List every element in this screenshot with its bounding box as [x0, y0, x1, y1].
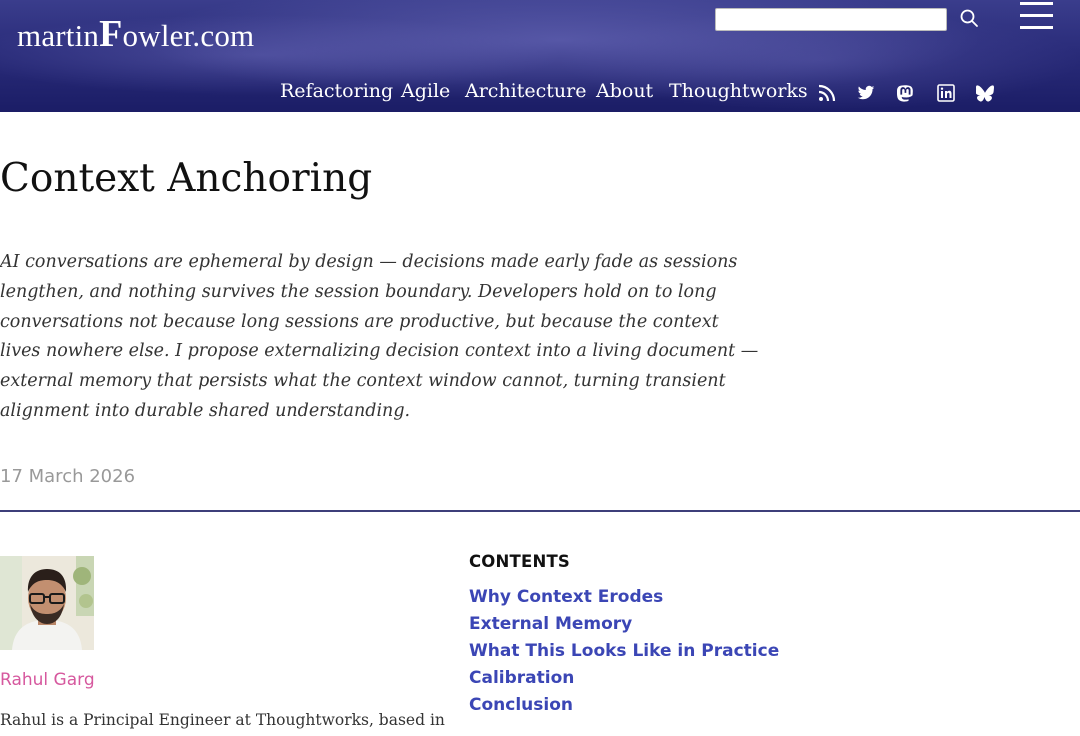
site-logo[interactable] — [17, 12, 254, 56]
author-bio: Rahul is a Principal Engineer at Thoughtworks, based in — [0, 711, 445, 729]
toc-item — [469, 641, 779, 668]
page-title: Context Anchoring — [0, 156, 373, 201]
author-name-link[interactable]: Rahul Garg — [0, 670, 95, 690]
rss-icon[interactable] — [818, 84, 836, 102]
twitter-icon[interactable] — [857, 84, 875, 102]
table-of-contents — [469, 587, 779, 722]
search-icon[interactable] — [959, 8, 979, 28]
mastodon-icon[interactable] — [897, 84, 915, 102]
toc-item — [469, 668, 779, 695]
toc-link-conclusion[interactable]: Conclusion — [469, 695, 573, 715]
author-avatar[interactable] — [0, 556, 94, 650]
publication-date: 17 March 2026 — [0, 466, 136, 487]
nav-refactoring[interactable]: Refactoring — [280, 80, 394, 102]
logo-suffix: owler.com — [122, 18, 255, 53]
toc-item — [469, 695, 779, 722]
site-header — [0, 0, 1080, 112]
toc-link-external-memory[interactable]: External Memory — [469, 614, 633, 634]
section-divider — [0, 510, 1080, 512]
contents-heading: CONTENTS — [469, 552, 571, 571]
toc-link-calibration[interactable]: Calibration — [469, 668, 575, 688]
nav-thoughtworks[interactable]: Thoughtworks — [669, 80, 808, 102]
nav-agile[interactable]: Agile — [401, 80, 451, 102]
logo-big-letter: F — [99, 13, 123, 55]
logo-prefix: martin — [17, 18, 100, 53]
hamburger-menu-icon[interactable] — [1020, 2, 1054, 32]
toc-item — [469, 614, 779, 641]
search-input[interactable] — [715, 8, 947, 31]
toc-item — [469, 587, 779, 614]
toc-link-in-practice[interactable]: What This Looks Like in Practice — [469, 641, 780, 661]
linkedin-icon[interactable] — [937, 84, 955, 102]
bluesky-icon[interactable] — [976, 84, 994, 102]
toc-link-why-context-erodes[interactable]: Why Context Erodes — [469, 587, 664, 607]
nav-about[interactable]: About — [596, 80, 654, 102]
article-abstract: AI conversations are ephemeral by design — decisions made early fade as sessions lengthen, and nothing survives the session boundary. Developers hold on to long conversations not because long sessions are productive, but because the context lives nowhere else. I propose externalizing decision context into a living document — external memory that persists what the context window cannot, turning transient alignment into durable shared understanding. — [0, 252, 759, 421]
nav-architecture[interactable]: Architecture — [465, 80, 587, 102]
